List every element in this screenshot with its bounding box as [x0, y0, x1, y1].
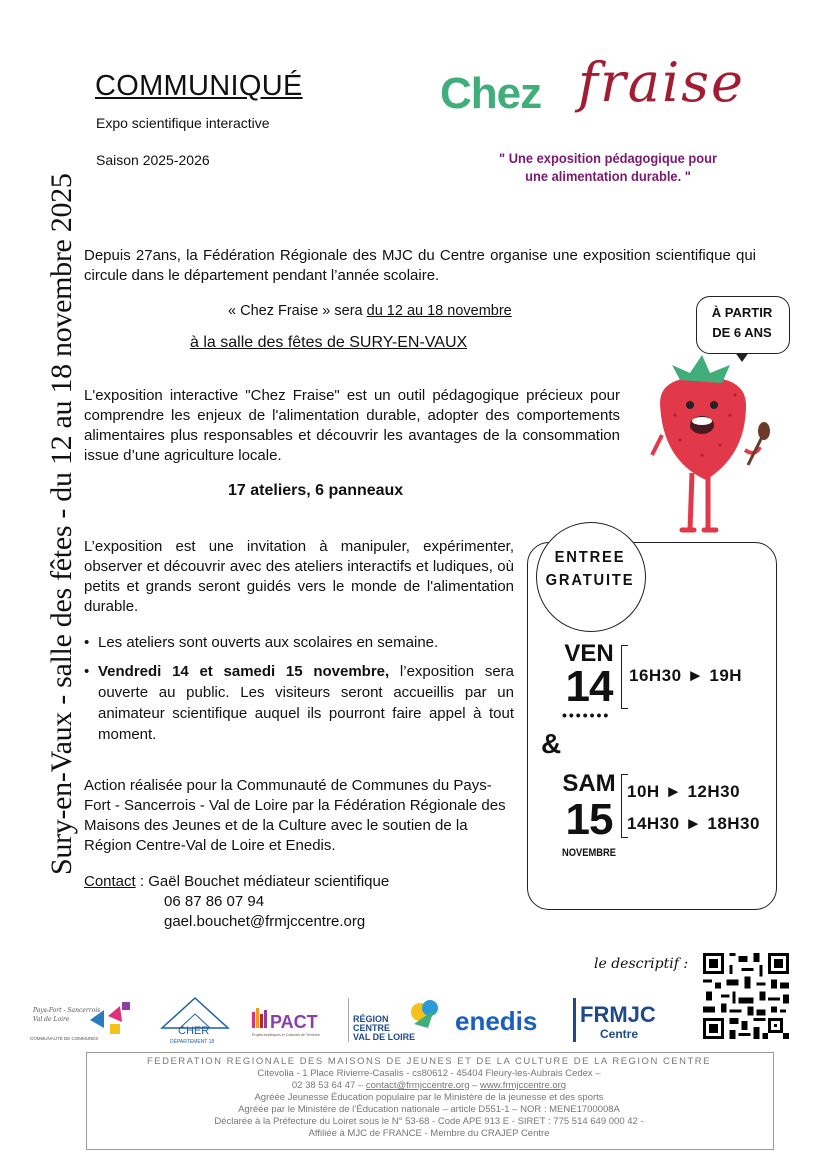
invitation-paragraph: L’exposition est une invitation à manipuler, expérimenter, observer et découvrir avec des ateliers interactifs et ludiques, où petits et grands seront guidés vers le monde de l'alimentation durable. [84, 538, 514, 615]
list-item [84, 661, 514, 745]
pact-sub: Projets Artistiques et Culturels de Territoire [252, 1033, 320, 1037]
footer-line6: Déclarée à la Préfecture du Loiret sous le N° 53-68 - Code APE 913 E - SIRET : 775 514 649 000 42 - [214, 1116, 644, 1127]
dates-value: du 12 au 18 novembre [366, 303, 512, 319]
contact-name: Gaël Bouchet médiateur scientifique [148, 873, 390, 890]
contact-phone: 06 87 86 07 94 [164, 893, 265, 910]
vertical-side-text: Sury-en-Vaux - salle des fêtes - du 12 au 18 novembre 2025 [45, 173, 78, 875]
region-line1: RÉGION [353, 1014, 389, 1024]
dates-prefix: « Chez Fraise » sera [228, 303, 367, 319]
region-logo-icon [348, 998, 438, 1042]
cher-logo-icon [162, 998, 228, 1045]
workshops-heading: 17 ateliers, 6 panneaux [228, 482, 404, 499]
ampersand: & [541, 728, 562, 759]
ccpfs-sub: COMMUNAUTÉ DE COMMUNES [30, 1036, 99, 1041]
day1-number: 14 [565, 662, 613, 711]
partner-logos [30, 992, 690, 1048]
bubble-line2: DE 6 ANS [712, 325, 772, 340]
region-line3: VAL DE LOIRE [353, 1032, 416, 1042]
day2-name: SAM [562, 770, 616, 797]
entree-line2: GRATUITE [545, 572, 635, 589]
info-list [84, 632, 514, 753]
tagline-line2: une alimentation durable. " [525, 168, 691, 184]
cher-sub: DÉPARTEMENT 18 [170, 1039, 215, 1045]
footer-line7: Affiliée à MJC de FRANCE - Membre du CRAJEP Centre [308, 1128, 550, 1139]
footer-phone: 02 38 53 64 47 – [291, 1080, 366, 1091]
dates-line [228, 303, 512, 319]
cher-text: CHER [178, 1025, 210, 1037]
action-paragraph: Action réalisée pour la Communauté de Communes du Pays-Fort - Sancerrois - Val de Loire par la Fédération Régionale des Maisons des Jeunes et de la Culture avec le soutien de la Région Centre-Val de Loire et Enedis. [84, 777, 506, 854]
footer-line3 [86, 1080, 772, 1092]
description-paragraph: L'exposition interactive "Chez Fraise" est un outil pédagogique précieux pour comprendre les enjeux de l'alimentation durable, adopter des comportements alimentaires plus responsables et découvrir les avantages de la consommation issue d’une agriculture locale. [84, 387, 620, 464]
day2-time1: 10H ► 12H30 [627, 782, 741, 801]
frmjc-text: FRMJC [580, 1002, 656, 1027]
ccpfs-logo-icon [30, 1002, 130, 1041]
qr-code-icon[interactable] [703, 953, 789, 1039]
footer-web-link[interactable]: www.frmjccentre.org [480, 1080, 567, 1091]
footer-sep: – [469, 1080, 481, 1091]
day1-dots: ••••••• [562, 707, 611, 723]
day2-month: NOVEMBRE [561, 847, 617, 859]
list-item [84, 632, 514, 653]
day1-name: VEN [564, 640, 614, 667]
day1-time: 16H30 ► 19H [629, 666, 743, 685]
contact-sep: : [135, 873, 149, 890]
contact-email[interactable]: gael.bouchet@frmjccentre.org [164, 913, 366, 930]
bubble-line1: À PARTIR [711, 305, 773, 320]
contact-block [84, 872, 389, 932]
frmjc-logo-icon [573, 998, 656, 1042]
region-line2: CENTRE [353, 1023, 391, 1033]
bullet2-bold: Vendredi 14 et samedi 15 novembre, [98, 663, 390, 680]
pact-logo-icon [252, 1008, 320, 1037]
frmjc-sub: Centre [600, 1027, 639, 1041]
descriptif-label: le descriptif : [594, 956, 689, 972]
footer-text [86, 1056, 772, 1140]
enedis-text: enedis [455, 1006, 538, 1036]
day2-time2: 14H30 ► 18H30 [627, 814, 760, 833]
strawberry-mascot-icon [650, 355, 775, 540]
logo-chez-text: Chez [440, 69, 542, 118]
footer-line1: FEDERATION REGIONALE DES MAISONS DE JEUNES ET DE LA CULTURE DE LA REGION CENTRE [146, 1056, 712, 1067]
logo-fraise-text: fraise [578, 51, 745, 114]
age-bubble-text [696, 303, 788, 343]
svg-text:Pays-Fort - Sancerrois: Pays-Fort - Sancerrois [33, 1007, 101, 1014]
bullet1-text: Les ateliers sont ouverts aux scolaires en semaine. [98, 634, 439, 651]
footer-email-link[interactable]: contact@frmjccentre.org [365, 1080, 470, 1091]
intro-paragraph: Depuis 27ans, la Fédération Régionale des MJC du Centre organise une exposition scientifique qui circule dans le département pendant l’année scolaire. [84, 247, 756, 284]
footer-line2: Citevolia - 1 Place Rivierre-Casalis - cs80612 - 45404 Fleury-les-Aubrais Cedex – [257, 1068, 601, 1079]
enedis-logo-icon [455, 1006, 537, 1036]
bullet2-rest: l’exposition sera ouverte au public. Les visiteurs seront accueillis par un animateur scientifique auquel ils pourront faire appel à tout moment. [98, 663, 515, 743]
entree-line1: ENTREE [554, 549, 626, 566]
footer-line5: Agréée par le Ministère de l’Éducation nationale – article D551-1 – NOR : MENE1700008A [238, 1104, 620, 1115]
svg-text:Val de Loire: Val de Loire [33, 1016, 70, 1023]
contact-label: Contact [84, 873, 136, 890]
pact-text: PACT [270, 1012, 318, 1032]
venue-line: à la salle des fêtes de SURY-EN-VAUX [190, 334, 468, 351]
page-title: COMMUNIQUÉ [95, 70, 303, 102]
tagline-line1: " Une exposition pédagogique pour [499, 150, 717, 166]
tagline [488, 149, 727, 185]
bracket-day1 [621, 645, 628, 709]
expo-subtitle: Expo scientifique interactive [96, 115, 270, 131]
day2-number: 15 [565, 795, 613, 844]
season-label: Saison 2025-2026 [96, 152, 210, 168]
chez-fraise-logo [440, 51, 770, 140]
footer-line4: Agréée Jeunesse Éducation populaire par le Ministère de la jeunesse et des sports [254, 1092, 604, 1103]
free-entry-label [540, 546, 639, 592]
